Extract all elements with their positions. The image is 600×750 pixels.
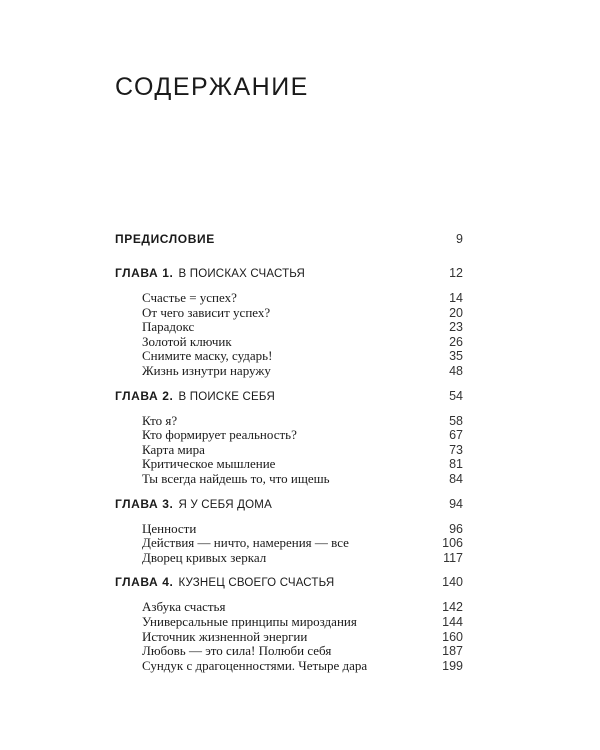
chapter-label: ГЛАВА 3. (115, 496, 174, 511)
item-page-number: 58 (449, 413, 463, 428)
toc-item[interactable] (142, 335, 463, 350)
toc-item[interactable] (142, 522, 463, 537)
chapter-items (115, 291, 463, 379)
toc-item[interactable] (142, 320, 463, 335)
chapter-label: ГЛАВА 2. (115, 388, 174, 403)
toc-item[interactable] (142, 659, 463, 674)
item-page-number: 26 (449, 334, 463, 349)
chapter-heading[interactable] (115, 575, 463, 597)
item-title: Жизнь изнутри наружу (142, 362, 271, 378)
toc-item[interactable] (142, 306, 463, 321)
chapter-4 (115, 575, 463, 673)
item-page-number: 14 (449, 291, 463, 305)
toc-item[interactable] (142, 536, 463, 551)
item-page-number: 81 (449, 457, 463, 472)
toc-item[interactable] (142, 644, 463, 659)
chapter-heading-text (115, 389, 275, 403)
chapter-items (115, 600, 463, 673)
chapter-items (115, 522, 463, 566)
preface-page-number: 9 (456, 232, 463, 246)
item-page-number: 20 (449, 305, 463, 320)
item-title: Действия — ничто, намерения — все (142, 535, 349, 551)
chapter-heading-text (115, 266, 305, 280)
chapter-1 (115, 266, 463, 379)
toc-item[interactable] (142, 349, 463, 364)
toc-entry-preface[interactable] (115, 232, 463, 254)
chapter-2 (115, 389, 463, 487)
chapter-label: ГЛАВА 1. (115, 266, 174, 280)
chapter-heading-text (115, 497, 272, 511)
chapter-heading[interactable] (115, 266, 463, 288)
item-page-number: 187 (442, 644, 463, 659)
item-title: Универсальные принципы мироздания (142, 613, 357, 629)
item-title: Счастье = успех? (142, 290, 237, 305)
toc-item[interactable] (142, 615, 463, 630)
page-title: СОДЕРЖАНИЕ (115, 73, 309, 101)
item-title: Сундук с драгоценностями. Четыре дара (142, 657, 368, 673)
item-page-number: 199 (442, 658, 463, 673)
item-page-number: 142 (442, 600, 463, 615)
toc-item[interactable] (142, 551, 463, 566)
item-title: Критическое мышление (142, 456, 276, 472)
toc-item[interactable] (142, 443, 463, 458)
chapter-page-number: 140 (442, 575, 463, 590)
item-title: Источник жизненной энергии (142, 628, 308, 644)
toc-item[interactable] (142, 457, 463, 472)
item-title: Ты всегда найдешь то, что ищешь (142, 470, 330, 486)
chapter-heading[interactable] (115, 497, 463, 519)
item-page-number: 117 (443, 550, 463, 565)
item-page-number: 23 (449, 320, 463, 335)
item-title: От чего зависит успех? (142, 304, 271, 320)
item-title: Карта мира (142, 441, 205, 457)
item-page-number: 73 (449, 442, 463, 457)
chapter-items (115, 414, 463, 487)
item-title: Золотой ключик (142, 333, 232, 349)
toc-item[interactable] (142, 630, 463, 645)
chapter-title: Я У СЕБЯ ДОМА (178, 498, 272, 511)
item-page-number: 144 (442, 614, 463, 629)
table-of-contents (115, 232, 463, 683)
toc-item[interactable] (142, 364, 463, 379)
item-page-number: 67 (449, 428, 463, 443)
chapter-heading[interactable] (115, 389, 463, 411)
chapter-page-number: 94 (449, 496, 463, 511)
chapter-title: В ПОИСКАХ СЧАСТЬЯ (178, 268, 306, 280)
preface-title: ПРЕДИСЛОВИЕ (115, 232, 215, 246)
chapter-label: ГЛАВА 4. (115, 575, 174, 590)
item-title: Кто формирует реальность? (142, 427, 297, 443)
item-page-number: 106 (442, 536, 463, 551)
item-page-number: 84 (449, 471, 463, 486)
item-page-number: 96 (449, 521, 463, 536)
toc-item[interactable] (142, 472, 463, 487)
item-page-number: 48 (449, 363, 463, 378)
item-title: Дворец кривых зеркал (142, 549, 267, 565)
toc-item[interactable] (142, 600, 463, 615)
item-title: Любовь — это сила! Полюби себя (142, 643, 332, 659)
chapter-page-number: 54 (449, 388, 463, 403)
toc-item[interactable] (142, 428, 463, 443)
chapter-heading-text (115, 575, 334, 589)
item-title: Азбука счастья (142, 599, 226, 615)
toc-item[interactable] (142, 291, 463, 306)
toc-item[interactable] (142, 414, 463, 429)
chapter-title: КУЗНЕЦ СВОЕГО СЧАСТЬЯ (178, 577, 335, 590)
chapter-title: В ПОИСКЕ СЕБЯ (178, 390, 275, 403)
item-title: Парадокс (142, 319, 195, 335)
item-title: Снимите маску, сударь! (142, 348, 273, 364)
item-title: Кто я? (142, 412, 178, 428)
item-page-number: 35 (449, 349, 463, 364)
chapter-3 (115, 497, 463, 566)
chapter-page-number: 12 (449, 266, 463, 280)
item-page-number: 160 (442, 629, 463, 644)
item-title: Ценности (142, 520, 197, 536)
